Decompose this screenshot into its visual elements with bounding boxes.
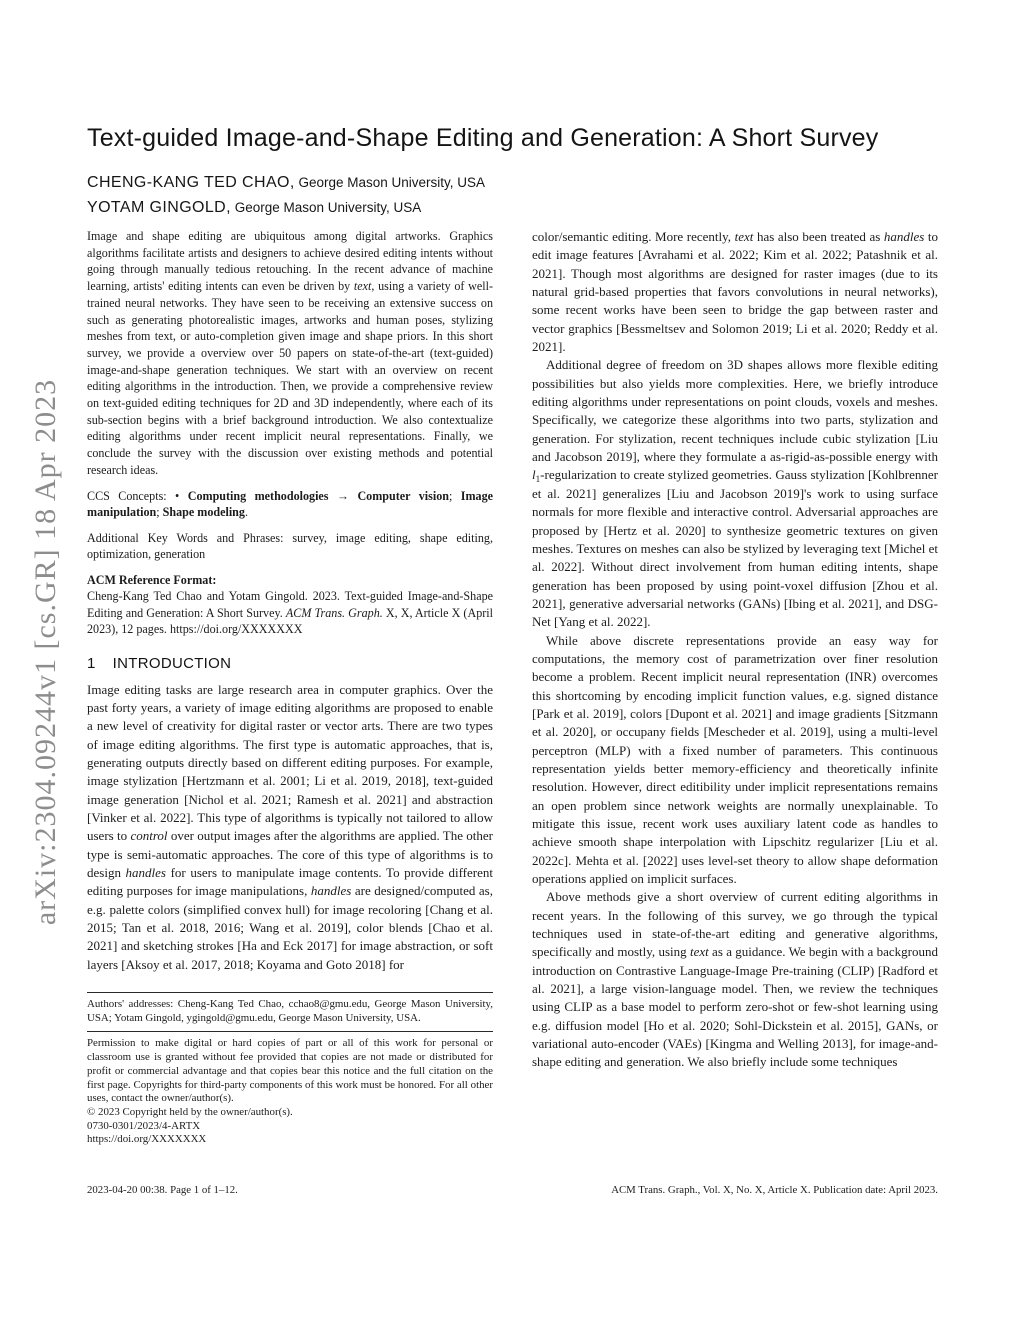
- section-title: INTRODUCTION: [112, 654, 232, 672]
- issn-line: 0730-0301/2023/4-ARTX: [87, 1119, 201, 1132]
- paragraph-survey-overview: Above methods give a short overview of current editing algorithms in recent years. In the following of this survey, we go through the typical techniques used in state-of-the-art editing and generative algorithms, specifically and mostly, using text as a guidance. We begin with a background introduction on Contrastive Language-Image Pre-training (CLIP) [Radford et al. 2021], a large vision-language model. Then, we review the techniques using CLIP as a base model to perform zero-shot or few-shot learning using e.g. diffusion model [Ho et al. 2020; Sohl-Dickstein et al. 2015], GANs, or variational auto-encoder (VAEs) [Kingma and Welling 2013], for image-and-shape editing and generation. We also briefly include some techniques: [532, 889, 938, 1070]
- right-column: [532, 228, 938, 1072]
- abstract: Image and shape editing are ubiquitous among digital artworks. Graphics algorithms facilitate artists and designers to achieve desired editing intents without going through manually tedious retouching. In the recent advance of machine learning, artists' editing intents can even be driven by text, using a variety of well-trained neural networks. They have seen to be receiving an extensive success on such as generating photorealistic images, artworks and human poses, stylizing meshes from text, or auto-completion given image and shape priors. In this short survey, we provide a overview over 50 papers on state-of-the-art (text-guided) image-and-shape generation techniques. We start with an overview on recent editing algorithms in the introduction. Then, we provide a comprehensive review on text-guided editing techniques for 2D and 3D independently, where each of its sub-section begins with a brief background introduction. We also contextualize editing algorithms under recent implicit neural representations. Finally, we conclude the survey with the discussion over existing methods and potential research ideas.: [87, 229, 493, 477]
- intro-paragraph-1: Image editing tasks are large research area in computer graphics. Over the past forty years, a variety of image editing algorithms are proposed to enable a new level of creativity for digital raster or vector arts. There are two types of image editing algorithms. The first type is automatic approaches, that is, generating outputs directly based on different editing purposes. For example, image stylization [Hertzmann et al. 2001; Li et al. 2019, 2018], text-guided image generation [Nichol et al. 2021; Ramesh et al. 2021] and abstraction [Vinker et al. 2022]. This type of algorithms is typically not tailored to allow users to control over output images after the algorithms are applied. The other type is semi-automatic approaches. The core of this type of algorithms is to design handles for users to manipulate image contents. To provide different editing purposes for image manipulations, handles are designed/computed as, e.g. palette colors (simplified convex hull) for image recoloring [Chang et al. 2015; Tan et al. 2018, 2016; Wang et al. 2019], color blends [Chao et al. 2021] and sketching strokes [Ha and Eck 2017] for image abstraction, or soft layers [Aksoy et al. 2017, 2018; Koyama and Goto 2018] for: [87, 681, 493, 972]
- author-affiliation: George Mason University, USA: [294, 175, 486, 190]
- arxiv-watermark: arXiv:2304.09244v1 [cs.GR] 18 Apr 2023: [29, 378, 62, 926]
- paragraph-implicit-representations: While above discrete representations provide an easy way for computations, the memory cost of parametrization over finer resolution become a problem. Recent implicit neural representation (INR) overcomes this shortcoming by encoding implicit function values, e.g. signed distance [Park et al. 2019], colors [Dupont et al. 2021] and image gradients [Sitzmann et al. 2020], or occupany fields [Mescheder et al. 2019], using a multi-level perceptron (MLP) with a fixed number of parameters. This continuous representation yields better memory-efficiency and theoretically infinite resolution. However, direct editibility under implicit representations remains an open problem since network weights are normally unexplainable. To mitigate this issue, recent work uses auxiliary latent code as handles to achieve smooth shape interpolation with Lipschitz regularizer [Liu et al. 2022c]. Mehta et al. [2022] uses level-set theory to allow shape deformation operations applied on implicit surfaces.: [532, 632, 938, 887]
- ccs-concepts: CCS Concepts: • Computing methodologies → Computer vision; Image manipulation; Shape modeling.: [87, 488, 493, 520]
- doi-line: https://doi.org/XXXXXXX: [87, 1133, 207, 1146]
- keywords: Additional Key Words and Phrases: survey, image editing, shape editing, optimization, generation: [87, 530, 493, 562]
- footnote-area: [87, 992, 493, 1147]
- author-name: CHENG-KANG TED CHAO,: [87, 174, 295, 191]
- copyright-line: © 2023 Copyright held by the owner/author(s).: [87, 1105, 293, 1118]
- acm-reference-text: Cheng-Kang Ted Chao and Yotam Gingold. 2023. Text-guided Image-and-Shape Editing and Generation: A Short Survey. ACM Trans. Graph. X, X, Article X (April 2023), 12 pages. https://doi.org/XXXXXXX: [87, 589, 493, 637]
- paragraph-3d-shapes: Additional degree of freedom on 3D shapes allows more flexible editing possibilities but also yields more complexities. Here, we briefly introduce editing algorithms under representations on point clouds, voxels and meshes. Specifically, we categorize these algorithms into two parts, stylization and generation. For stylization, recent techniques include cubic stylization [Liu and Jacobson 2019], where they formulate a as-rigid-as-possible energy with $l_1$-regularization to create stylized geometries. Gauss stylization [Kohlbrenner et al. 2021] generalizes [Liu and Jacobson 2019]'s work to using surface normals for more flexible and interactive control. Adversarial approaches are proposed by [Hertz et al. 2020] to synthesize geometric textures on given meshes. Textures on meshes can also be stylized by leveraging text [Michel et al. 2022]. Without direct involvement from human editing intents, shape generation has been proposed by using point-voxel diffusion [Zhou et al. 2021], generative adversarial networks (GANs) [Ibing et al. 2021], and DSG-Net [Yang et al. 2022].: [532, 357, 938, 630]
- authors-addresses: Authors' addresses: Cheng-Kang Ted Chao, cchao8@gmu.edu, George Mason University, USA; Yotam Gingold, ygingold@gmu.edu, George Mason University, USA.: [87, 998, 493, 1024]
- acm-reference-heading: ACM Reference Format:: [87, 572, 217, 587]
- paragraph-continuation: color/semantic editing. More recently, text has also been treated as handles to edit image features [Avrahami et al. 2022; Kim et al. 2022; Patashnik et al. 2021]. Though most algorithms are designed for raster images (due to its natural grid-based properties that favors convolutions in neural networks), some recent works have been seen to bridge the gap between raster and vector graphics [Bessmeltsev and Solomon 2019; Li et al. 2020; Reddy et al. 2021].: [532, 229, 938, 355]
- acm-reference-block: [87, 572, 493, 638]
- left-column: [87, 228, 493, 988]
- author-line: [87, 197, 485, 218]
- footer-timestamp-page: 2023-04-20 00:38. Page 1 of 1–12.: [87, 1184, 238, 1196]
- author-affiliation: George Mason University, USA: [230, 200, 422, 215]
- footnote-rule: [87, 992, 493, 993]
- paper-title: Text-guided Image-and-Shape Editing and Generation: A Short Survey: [87, 124, 879, 152]
- author-line: [87, 172, 485, 193]
- footnote-rule: [87, 1031, 493, 1032]
- footer-journal-line: ACM Trans. Graph., Vol. X, No. X, Article X. Publication date: April 2023.: [611, 1184, 938, 1196]
- author-block: [87, 172, 485, 222]
- section-number: 1: [87, 654, 96, 672]
- page-footer: [87, 1184, 938, 1196]
- section-1-heading: [87, 655, 493, 672]
- permission-notice: Permission to make digital or hard copies of part or all of this work for personal or classroom use is granted without fee provided that copies are not made or distributed for profit or commercial advantage and that copies bear this notice and the full citation on the first page. Copyrights for third-party components of this work must be honored. For all other uses, contact the owner/author(s).: [87, 1037, 493, 1105]
- author-name: YOTAM GINGOLD,: [87, 199, 231, 216]
